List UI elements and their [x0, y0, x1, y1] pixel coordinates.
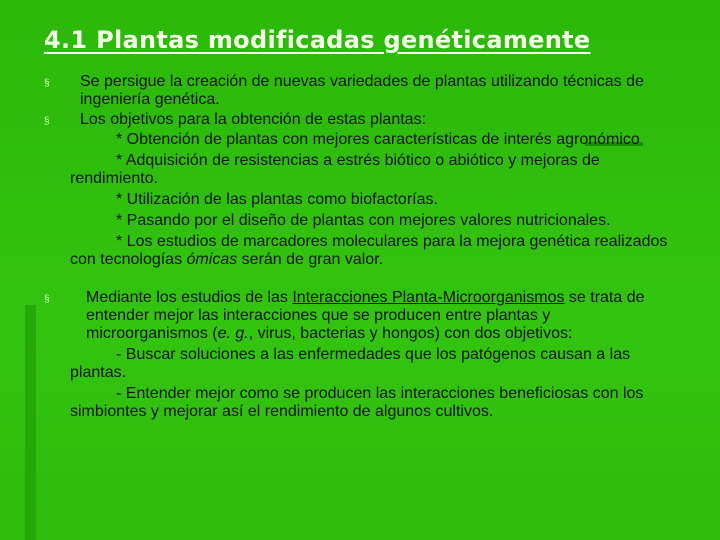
bullet-text: Mediante los estudios de las Interacciones Planta-Microorganismos se trata de entender mejor las interacciones que se producen entre plantas y microorganismos (e. g., virus, bacterias y hongos) con dos objetivos:: [86, 289, 645, 342]
objective-item: * Pasando por el diseño de plantas con mejores valores nutricionales.: [116, 212, 611, 229]
objective-item: * Adquisición de resistencias a estrés biótico o abiótico y mejoras de rendimiento.: [70, 152, 600, 187]
objective-item: * Obtención de plantas con mejores características de interés agronómico: [116, 131, 640, 148]
interacciones-link[interactable]: Interacciones Planta-Microorganismos: [292, 289, 565, 306]
goal-item: - Buscar soluciones a las enfermedades que los patógenos causan a las plantas.: [70, 346, 631, 381]
bullet-item-2: [44, 111, 674, 269]
bullet-marker: §: [44, 78, 50, 89]
bullet-item-1: [44, 73, 674, 109]
goal-item: - Entender mejor como se producen las interacciones beneficiosas con los simbiontes y mejorar así el rendimiento de algunos cultivos.: [70, 385, 644, 420]
slide-body: [44, 73, 674, 421]
bullet-intro: Los objetivos para la obtención de estas plantas:: [80, 111, 427, 128]
bullet-marker: §: [44, 116, 50, 127]
bullet-marker: §: [44, 294, 50, 305]
objective-item: * Utilización de las plantas como biofactorías.: [116, 191, 438, 208]
bullet-text: Se persigue la creación de nuevas variedades de plantas utilizando técnicas de ingeniería genética.: [80, 73, 644, 108]
bullet-item-3: [44, 289, 674, 421]
objective-item: * Los estudios de marcadores moleculares para la mejora genética realizados con tecnologías ómicas serán de gran valor.: [70, 233, 668, 268]
decorative-bar: [25, 305, 36, 540]
omicas-text: ómicas: [186, 251, 238, 268]
slide-title: 4.1 Plantas modificadas genéticamente: [44, 26, 591, 54]
